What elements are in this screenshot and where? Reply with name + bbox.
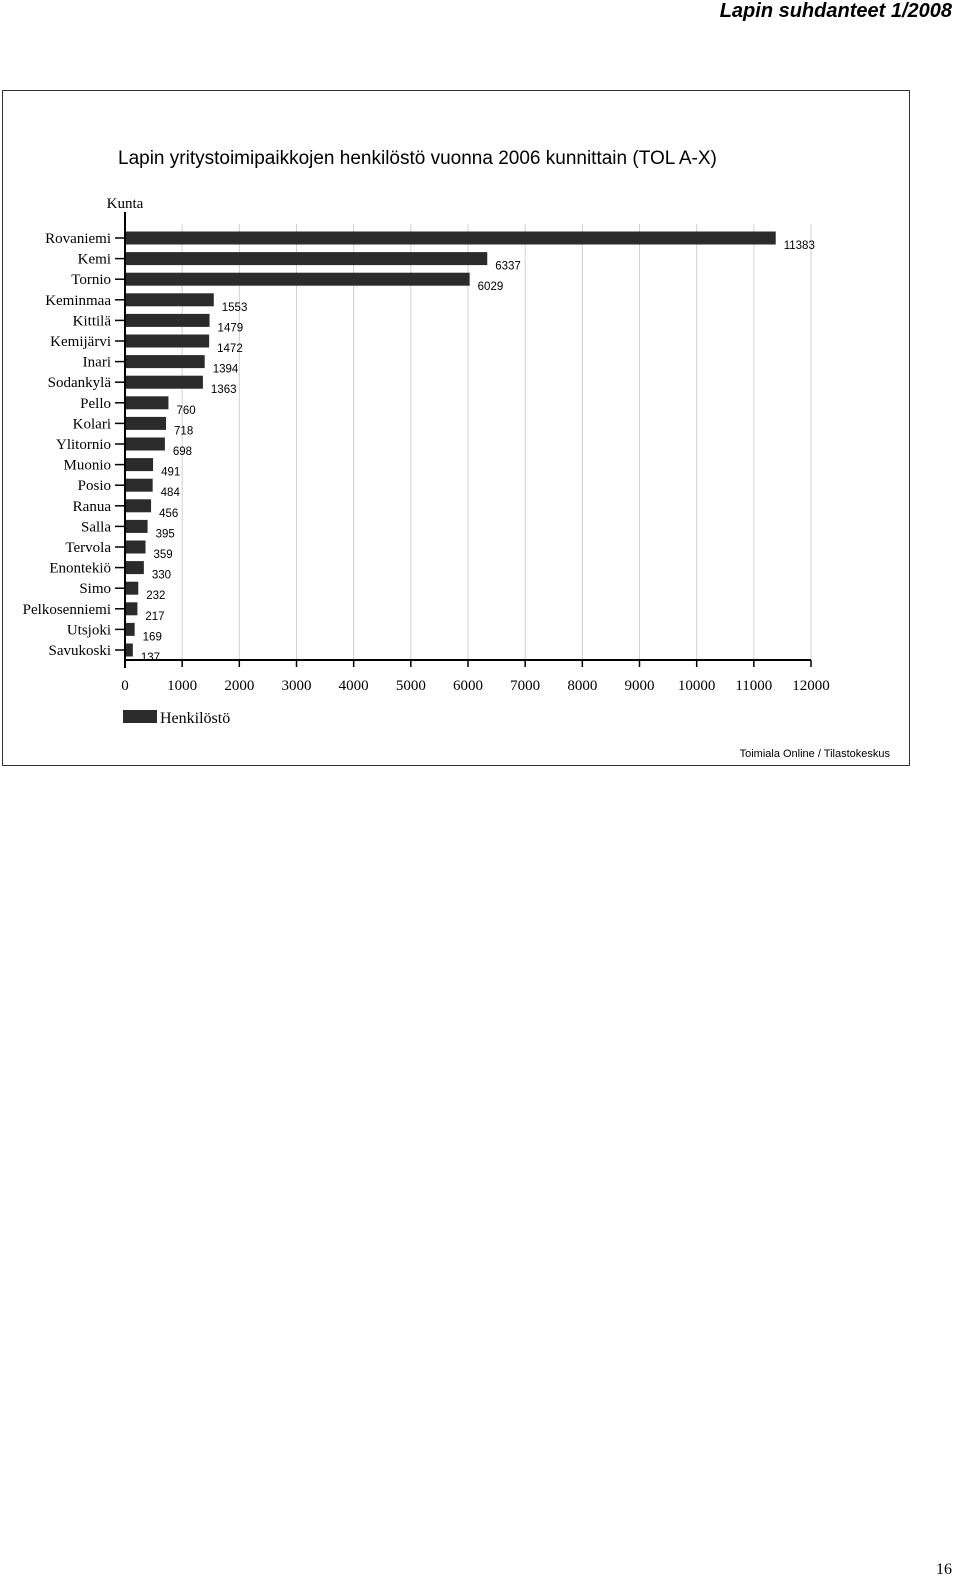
data-label: 395 [155, 528, 175, 541]
x-tick-label: 9000 [624, 678, 655, 694]
data-label: 760 [176, 404, 196, 417]
data-label: 137 [140, 652, 161, 664]
x-tick-label: 6000 [453, 678, 483, 694]
data-label: 1479 [217, 322, 244, 335]
page-header-title: Lapin suhdanteet 1/2008 [719, 0, 952, 22]
x-tick-label: 1000 [167, 678, 198, 694]
chart-title: Lapin yritystoimipaikkojen henkilöstö vuonna 2006 kunnittain (TOL A-X) [118, 148, 717, 169]
data-label: 718 [174, 425, 194, 438]
bar [126, 417, 166, 430]
page-number: 16 [936, 1561, 952, 1578]
data-label: 491 [161, 466, 181, 479]
category-label: Tervola [65, 540, 111, 556]
data-label: 1472 [217, 343, 243, 355]
bar [126, 541, 146, 554]
data-label: 232 [146, 590, 166, 603]
category-label: Kolari [72, 416, 111, 433]
data-label: 359 [153, 549, 173, 561]
y-axis-label: Kunta [106, 196, 144, 212]
x-tick-label: 8000 [567, 678, 598, 694]
data-label: 217 [145, 610, 165, 623]
bar [126, 623, 135, 636]
bar [126, 458, 153, 471]
category-label: Rovaniemi [45, 231, 111, 247]
data-label: 330 [151, 569, 172, 582]
x-tick-label: 0 [121, 678, 129, 694]
bar [126, 355, 205, 368]
category-label: Pelkosenniemi [22, 601, 111, 618]
category-label: Simo [79, 581, 111, 598]
category-label: Salla [81, 519, 111, 536]
x-tick-label: 10000 [677, 678, 716, 694]
data-label: 484 [160, 487, 180, 500]
bar [126, 293, 214, 306]
data-label: 11383 [783, 240, 815, 252]
bar [126, 479, 153, 492]
legend-swatch [123, 710, 157, 723]
data-label: 1553 [221, 301, 248, 314]
bar [126, 335, 209, 348]
bar [126, 561, 144, 574]
bar [126, 314, 210, 327]
category-label: Pello [80, 395, 111, 412]
category-label: Utsjoki [66, 622, 111, 639]
category-label: Ranua [72, 498, 111, 515]
data-label: 456 [159, 507, 179, 520]
category-label: Tornio [71, 272, 111, 289]
bar [126, 438, 165, 451]
category-label: Posio [77, 478, 111, 495]
bar [126, 520, 148, 533]
category-label: Sodankylä [47, 375, 111, 392]
x-tick-label: 5000 [395, 678, 426, 694]
category-label: Kittilä [72, 313, 111, 330]
category-label: Savukoski [48, 643, 111, 659]
category-label: Kemijärvi [50, 334, 111, 350]
bar [126, 602, 137, 615]
category-label: Inari [82, 354, 111, 371]
category-label: Ylitornio [56, 437, 111, 453]
data-label: 169 [142, 631, 162, 644]
category-label: Muonio [63, 457, 111, 474]
bar [126, 499, 151, 512]
x-tick-label: 7000 [510, 678, 541, 694]
bar [126, 273, 470, 286]
x-tick-label: 2000 [224, 678, 255, 694]
data-label: 6029 [477, 281, 504, 294]
bar [126, 644, 133, 657]
data-label: 6337 [495, 260, 521, 273]
data-label: 1363 [210, 384, 237, 397]
bar [126, 232, 776, 245]
x-tick-label: 4000 [338, 678, 369, 694]
bar [126, 252, 487, 265]
bar [126, 582, 138, 595]
source-note: Toimiala Online / Tilastokeskus [739, 748, 890, 760]
category-label: Kemi [77, 251, 111, 268]
x-tick-label: 12000 [792, 678, 830, 694]
bar [126, 396, 168, 409]
x-tick-label: 11000 [735, 678, 773, 694]
x-tick-label: 3000 [281, 678, 312, 694]
data-label: 1394 [212, 363, 239, 376]
bar-chart [0, 0, 960, 780]
data-label: 698 [172, 446, 193, 458]
bar [126, 376, 203, 389]
legend-label: Henkilöstö [160, 710, 231, 727]
category-label: Keminmaa [45, 292, 111, 309]
category-label: Enontekiö [49, 560, 111, 577]
